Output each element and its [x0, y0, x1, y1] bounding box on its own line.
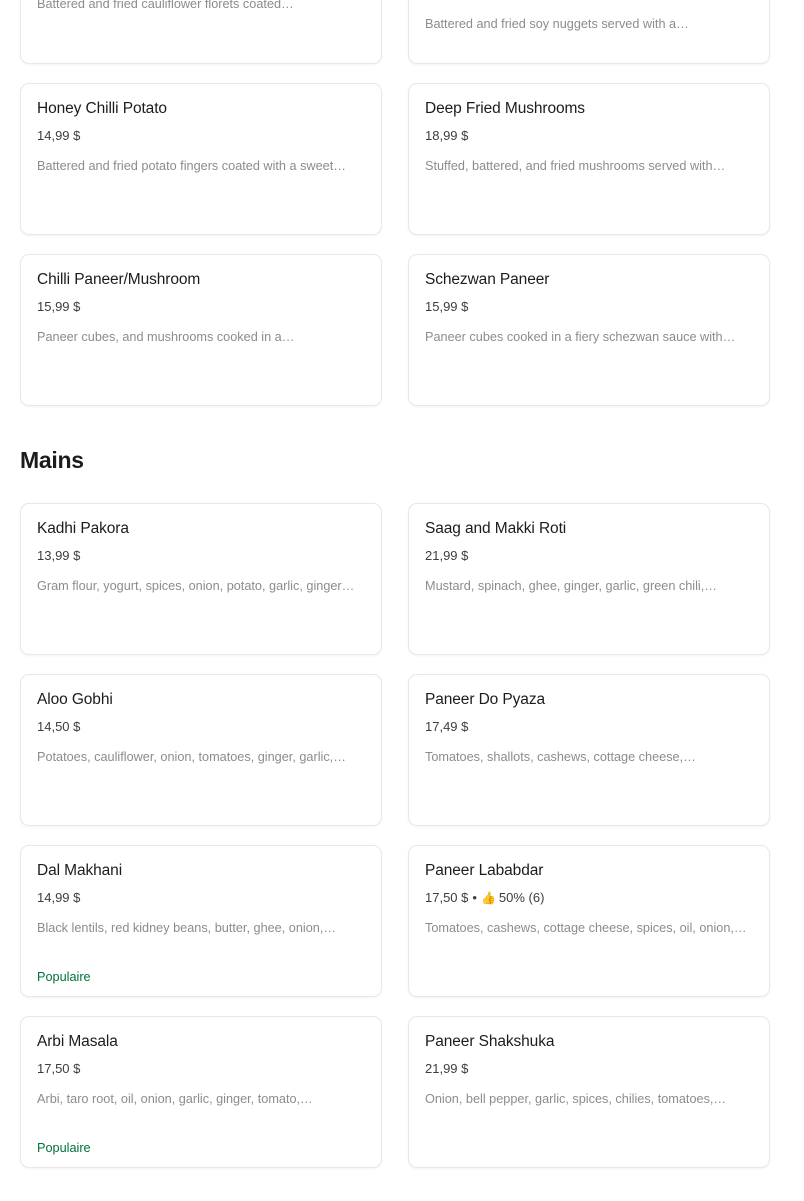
menu-item-price: 14,50 $: [37, 719, 81, 735]
popular-badge: Populaire: [37, 970, 91, 984]
menu-item-price: 14,99 $: [37, 128, 81, 144]
menu-item-meta: [37, 719, 365, 734]
menu-item-description: Gram flour, yogurt, spices, onion, potato, garlic, ginger…: [37, 579, 355, 594]
menu-item-name: Paneer Shakshuka: [425, 1033, 555, 1050]
thumbs-up-icon: 👍: [480, 890, 496, 905]
menu-item-meta: [37, 1061, 365, 1076]
menu-item-name: Paneer Lababdar: [425, 862, 544, 879]
menu-item-description: Arbi, taro root, oil, onion, garlic, ginger, tomato,…: [37, 1092, 313, 1107]
menu-item-card[interactable]: [20, 845, 382, 997]
menu-item-price: [425, 0, 468, 1]
menu-item-description: Tomatoes, shallots, cashews, cottage cheese,…: [425, 750, 696, 765]
menu-item-name: Arbi Masala: [37, 1033, 118, 1050]
menu-item-card[interactable]: [20, 674, 382, 826]
menu-item-price: 15,99 $: [37, 299, 81, 315]
menu-item-card[interactable]: [20, 1016, 382, 1168]
menu-item-meta: [37, 128, 365, 143]
menu-item-name: Saag and Makki Roti: [425, 520, 567, 537]
menu-item-description: Battered and fried potato fingers coated with a sweet…: [37, 159, 346, 174]
menu-item-description: Paneer cubes cooked in a fiery schezwan sauce with…: [425, 330, 736, 345]
section-heading: Mains: [20, 447, 84, 473]
menu-item-price: 17,50 $: [37, 1061, 81, 1077]
rating-value: 50% (6): [498, 890, 545, 906]
menu-item-card[interactable]: [408, 83, 770, 235]
menu-item-meta: [37, 890, 365, 905]
menu-item-meta: [425, 0, 753, 1]
popular-badge: Populaire: [37, 1141, 91, 1155]
menu-item-card[interactable]: [20, 503, 382, 655]
menu-item-card[interactable]: [408, 254, 770, 406]
menu-item-description: Onion, bell pepper, garlic, spices, chilies, tomatoes,…: [425, 1092, 727, 1107]
menu-item-card[interactable]: [408, 845, 770, 997]
menu-item-price: 18,99 $: [425, 128, 469, 144]
menu-item-price: 13,99 $: [37, 548, 81, 564]
menu-item-description: Battered and fried soy nuggets served with a…: [425, 17, 689, 32]
menu-item-price: 17,50 $: [425, 890, 469, 906]
menu-item-card[interactable]: [20, 0, 382, 64]
menu-item-meta: [425, 128, 753, 143]
menu-item-price: 21,99 $: [425, 1061, 469, 1077]
menu-item-card[interactable]: [408, 674, 770, 826]
menu-item-name: Chilli Paneer/Mushroom: [37, 271, 201, 288]
menu-item-price: 14,99 $: [37, 890, 81, 906]
menu-item-price: 15,99 $: [425, 299, 469, 315]
menu-item-name: Kadhi Pakora: [37, 520, 129, 537]
menu-item-name: Schezwan Paneer: [425, 271, 550, 288]
menu-item-description: Black lentils, red kidney beans, butter, ghee, onion,…: [37, 921, 337, 936]
menu-item-meta: [37, 548, 365, 563]
menu-item-name: Dal Makhani: [37, 862, 123, 879]
meta-separator: •: [472, 890, 477, 906]
menu-item-card[interactable]: [408, 503, 770, 655]
menu-item-card[interactable]: [408, 1016, 770, 1168]
menu-item-card[interactable]: [20, 254, 382, 406]
menu-item-name: Honey Chilli Potato: [37, 100, 167, 117]
menu-item-rating: [481, 890, 544, 905]
menu-item-name: Aloo Gobhi: [37, 691, 113, 708]
menu-item-description: Potatoes, cauliflower, onion, tomatoes, ginger, garlic,…: [37, 750, 346, 765]
menu-item-meta: [425, 890, 753, 905]
menu-item-price: 21,99 $: [425, 548, 469, 564]
menu-item-description: Stuffed, battered, and fried mushrooms served with…: [425, 159, 726, 174]
menu-item-card[interactable]: [408, 0, 770, 64]
menu-item-meta: [425, 548, 753, 563]
menu-item-meta: [425, 1061, 753, 1076]
menu-item-name: Paneer Do Pyaza: [425, 691, 545, 708]
menu-item-description: Mustard, spinach, ghee, ginger, garlic, green chili,…: [425, 579, 717, 594]
menu-item-meta: [425, 299, 753, 314]
menu-item-price: 17,49 $: [425, 719, 469, 735]
menu-item-description: Tomatoes, cashews, cottage cheese, spices, oil, onion,…: [425, 921, 747, 936]
menu-item-description: Paneer cubes, and mushrooms cooked in a…: [37, 330, 295, 345]
menu-item-name: Deep Fried Mushrooms: [425, 100, 585, 117]
menu-item-description: Battered and fried cauliflower florets coated…: [37, 0, 294, 11]
menu-item-meta: [37, 299, 365, 314]
menu-item-meta: [425, 719, 753, 734]
menu-item-card[interactable]: [20, 83, 382, 235]
